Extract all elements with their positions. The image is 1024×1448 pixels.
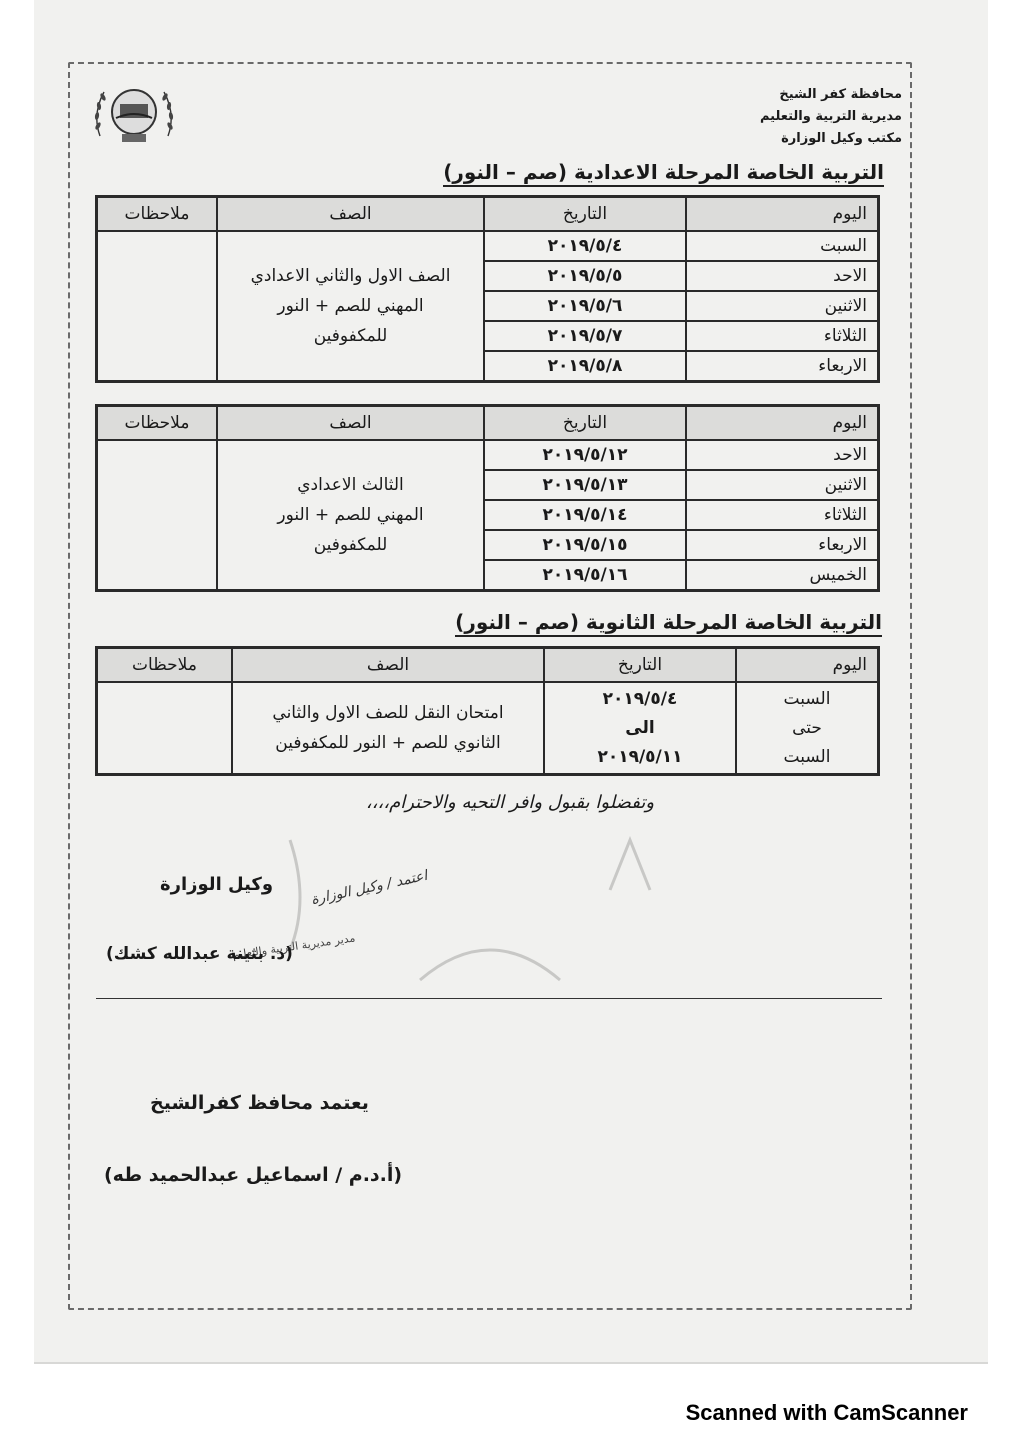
table-cell-date: ٢٠١٩/٥/٦ xyxy=(484,291,686,321)
date-line: ٢٠١٩/٥/٤ xyxy=(602,688,678,709)
col-date: التاريخ xyxy=(484,406,686,441)
table-cell-date: ٢٠١٩/٥/٧ xyxy=(484,321,686,351)
table-cell-grade xyxy=(217,231,484,382)
day-line: السبت xyxy=(783,746,831,767)
grade-line: الثالث الاعدادي xyxy=(297,475,404,495)
table-cell-date: ٢٠١٩/٥/١٥ xyxy=(484,530,686,560)
section-title-preparatory: التربية الخاصة المرحلة الاعدادية (صم – النور) xyxy=(443,160,884,187)
governorate-line: محافظة كفر الشيخ xyxy=(779,87,902,102)
grade-line: امتحان النقل للصف الاول والثاني xyxy=(272,703,504,723)
office-header xyxy=(760,84,902,150)
table-cell-day: الاثنين xyxy=(686,470,879,500)
secondary-table xyxy=(95,646,880,776)
col-date: التاريخ xyxy=(544,648,736,683)
table-cell-date: ٢٠١٩/٥/١٦ xyxy=(484,560,686,591)
table-cell-day: الخميس xyxy=(686,560,879,591)
table-cell-date: ٢٠١٩/٥/٥ xyxy=(484,261,686,291)
table-cell-date: ٢٠١٩/٥/١٤ xyxy=(484,500,686,530)
col-notes: ملاحظات xyxy=(97,197,218,232)
table-cell-notes xyxy=(97,231,218,382)
table-cell-date: ٢٠١٩/٥/٤ xyxy=(484,231,686,261)
col-grade: الصف xyxy=(232,648,544,683)
grade-line: المهني للصم + النور xyxy=(277,296,424,316)
col-grade: الصف xyxy=(217,197,484,232)
table-cell-day: الثلاثاء xyxy=(686,321,879,351)
grade-line: للمكفوفين xyxy=(313,535,388,555)
table-cell-day: الاثنين xyxy=(686,291,879,321)
closing-remark: وتفضلوا بقبول وافر التحيه والاحترام،،،، xyxy=(365,792,655,813)
table-cell-date: ٢٠١٩/٥/١٣ xyxy=(484,470,686,500)
divider xyxy=(96,998,882,999)
col-date: التاريخ xyxy=(484,197,686,232)
col-day: اليوم xyxy=(736,648,879,683)
table-cell-grade xyxy=(232,682,544,775)
table-cell-notes xyxy=(97,440,218,591)
grade-line: للمكفوفين xyxy=(313,326,388,346)
deputy-title: وكيل الوزارة xyxy=(160,874,274,895)
section-title-secondary: التربية الخاصة المرحلة الثانوية (صم – النور) xyxy=(455,610,882,637)
table-cell-date: ٢٠١٩/٥/٨ xyxy=(484,351,686,382)
col-day: اليوم xyxy=(686,197,879,232)
preparatory-table-2 xyxy=(95,404,880,592)
approval-title: يعتمد محافظ كفرالشيخ xyxy=(150,1092,369,1114)
col-grade: الصف xyxy=(217,406,484,441)
table-cell-day: الاربعاء xyxy=(686,351,879,382)
col-notes: ملاحظات xyxy=(97,406,218,441)
grade-line: المهني للصم + النور xyxy=(277,505,424,525)
table-cell-day: الاحد xyxy=(686,261,879,291)
date-line: ٢٠١٩/٥/١١ xyxy=(597,746,683,767)
office-line: مكتب وكيل الوزارة xyxy=(781,131,902,146)
grade-line: الصف الاول والثاني الاعدادي xyxy=(250,266,451,286)
date-line: الى xyxy=(625,717,655,738)
directorate-line: مديرية التربية والتعليم xyxy=(759,109,902,124)
table-cell-notes xyxy=(97,682,233,775)
day-line: حتى xyxy=(792,717,822,738)
table-cell-day: الثلاثاء xyxy=(686,500,879,530)
scanner-watermark: Scanned with CamScanner xyxy=(685,1400,968,1425)
day-line: السبت xyxy=(783,688,831,709)
ministry-seal-icon xyxy=(86,74,182,154)
table-cell-grade xyxy=(217,440,484,591)
table-cell-day: الاربعاء xyxy=(686,530,879,560)
col-day: اليوم xyxy=(686,406,879,441)
stamp-watermark xyxy=(230,780,750,1020)
grade-line: الثانوي للصم + النور للمكفوفين xyxy=(275,733,501,753)
preparatory-table-1 xyxy=(95,195,880,383)
handwritten-approval: اعتمد / وكيل الوزارة xyxy=(309,867,429,909)
paper-edge xyxy=(34,1362,988,1364)
table-cell-date xyxy=(544,682,736,775)
table-cell-day: الاحد xyxy=(686,440,879,470)
table-cell-date: ٢٠١٩/٥/١٢ xyxy=(484,440,686,470)
col-notes: ملاحظات xyxy=(97,648,233,683)
table-cell-day: السبت xyxy=(686,231,879,261)
signature-stamp: مدير مديرية التربية والتعليم xyxy=(231,931,357,962)
table-cell-day xyxy=(736,682,879,775)
governor-name: (أ.د.م / اسماعيل عبدالحميد طه) xyxy=(104,1164,403,1186)
deputy-name: (د. بثينة عبدالله كشك) xyxy=(106,944,293,964)
